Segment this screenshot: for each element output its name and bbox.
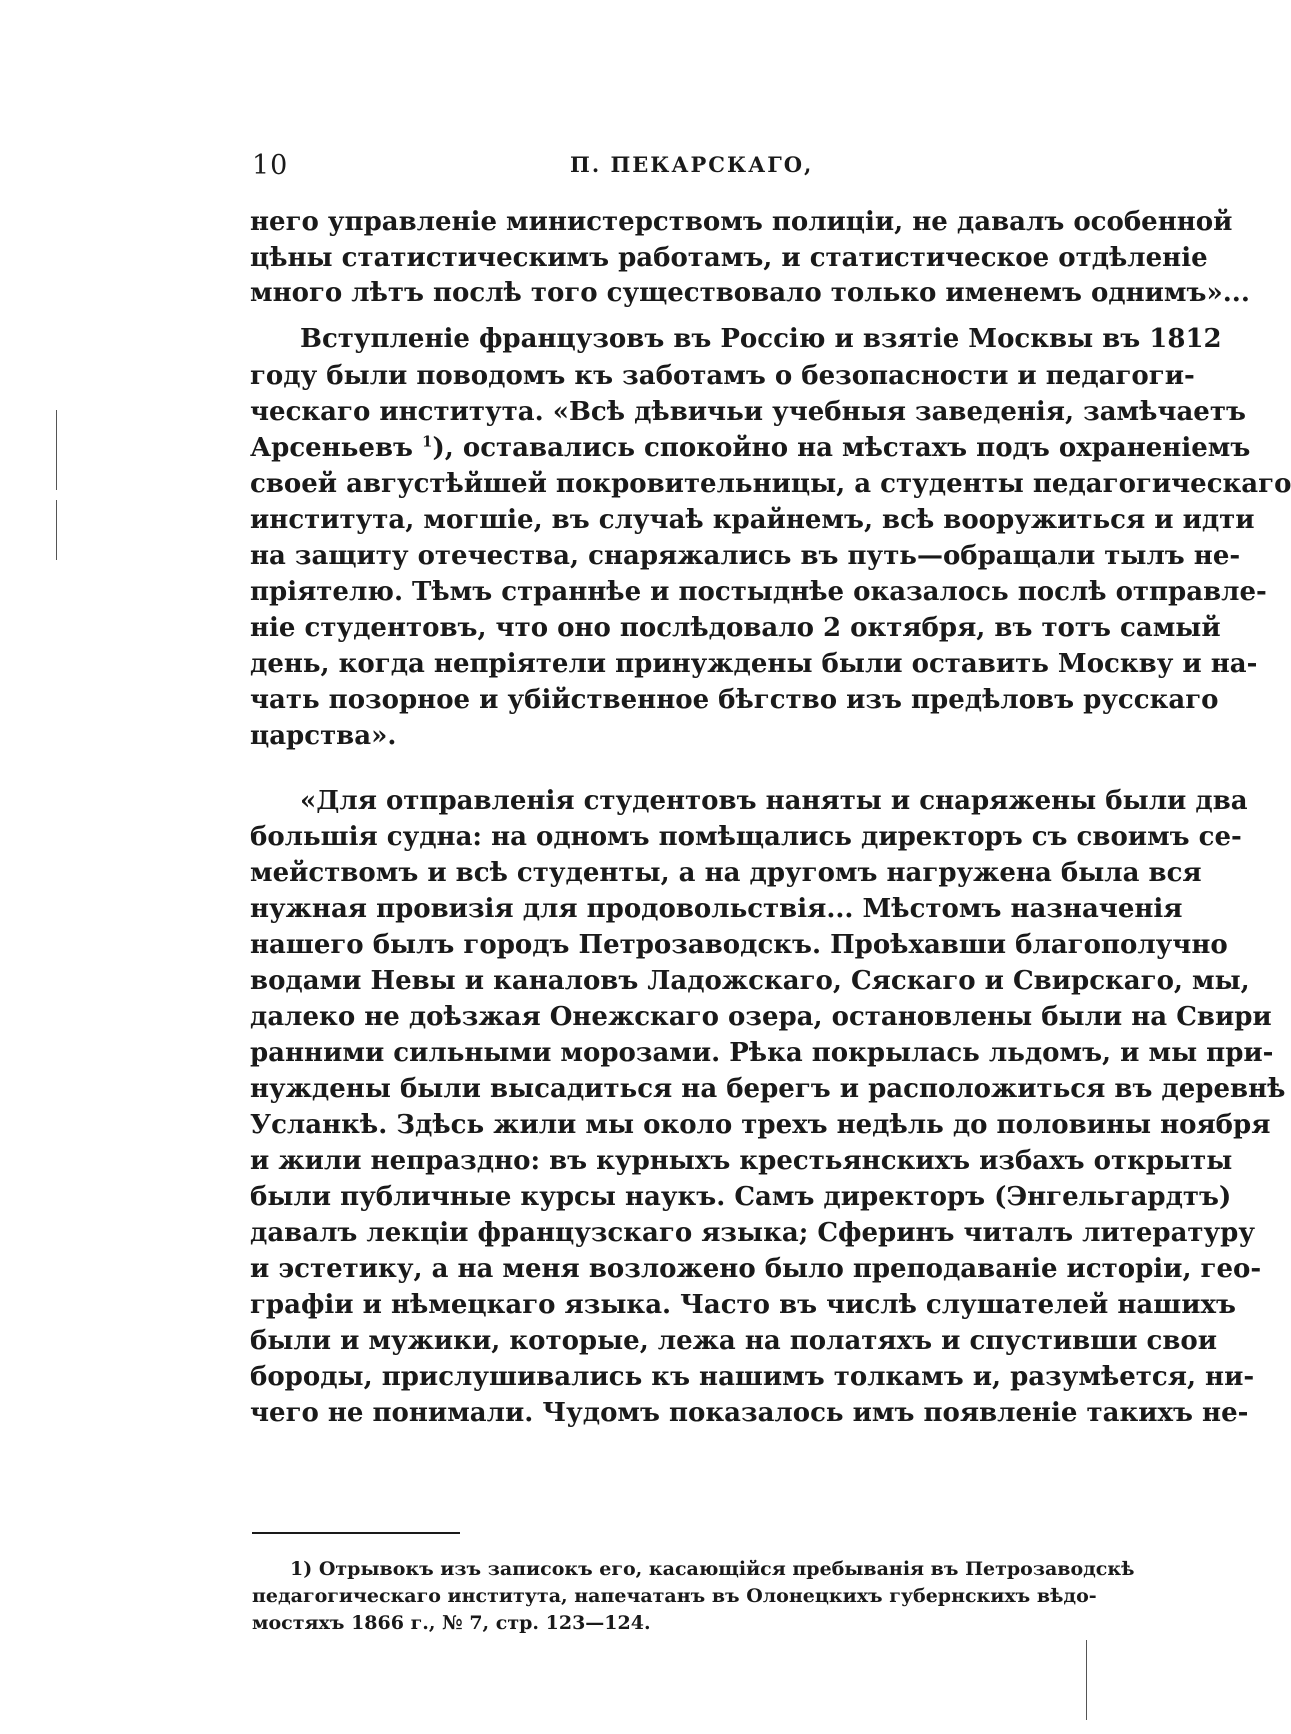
text-line: водами Невы и каналовъ Ладожскаго, Сяскаго и Свирскаго, мы, bbox=[250, 966, 1250, 996]
footnote-line: педагогическаго института, напечатанъ въ Олонецкихъ губернскихъ вѣдо- bbox=[252, 1585, 1097, 1607]
page-header bbox=[252, 150, 1052, 190]
text-line: бороды, прислушивались къ нашимъ толкамъ и, разумѣется, ни- bbox=[250, 1362, 1255, 1392]
text-line: много лѣтъ послѣ того существовало только именемъ однимъ»... bbox=[250, 278, 1250, 308]
text-line: были и мужики, которые, лежа на полатяхъ и спустивши свои bbox=[250, 1326, 1218, 1356]
text-line: году были поводомъ къ заботамъ о безопасности и педагоги- bbox=[250, 361, 1195, 391]
scan-margin-mark bbox=[56, 410, 57, 490]
text-fragment: Арсеньевъ bbox=[250, 433, 413, 463]
footnote-marker: 1) bbox=[290, 1558, 313, 1580]
text-line: день, когда непріятели принуждены были оставить Москву и на- bbox=[250, 649, 1258, 679]
scan-margin-mark bbox=[1086, 1640, 1087, 1720]
text-line: чего не понимали. Чудомъ показалось имъ появленіе такихъ не- bbox=[250, 1398, 1249, 1428]
text-line: нашего былъ городъ Петрозаводскъ. Проѣхавши благополучно bbox=[250, 930, 1228, 960]
text-line: Усланкѣ. Здѣсь жили мы около трехъ недѣль до половины ноября bbox=[250, 1110, 1271, 1140]
text-line: Вступленіе французовъ въ Россію и взятіе Москвы въ 1812 bbox=[300, 324, 1222, 354]
text-line: давалъ лекціи французскаго языка; Сферинъ читалъ литературу bbox=[250, 1218, 1255, 1248]
text-line: графіи и нѣмецкаго языка. Часто въ числѣ слушателей нашихъ bbox=[250, 1290, 1236, 1320]
text-line: «Для отправленія студентовъ наняты и снаряжены были два bbox=[300, 786, 1248, 816]
footnote-line bbox=[290, 1556, 1135, 1582]
text-line: своей августѣйшей покровительницы, а студенты педагогическаго bbox=[250, 469, 1291, 499]
footnote-line: мостяхъ 1866 г., № 7, стр. 123—124. bbox=[252, 1612, 651, 1634]
text-line: царства». bbox=[250, 721, 397, 751]
text-line: нуждены были высадиться на берегъ и расположиться въ деревнѣ bbox=[250, 1074, 1286, 1104]
text-line: цѣны статистическимъ работамъ, и статистическое отдѣленіе bbox=[250, 243, 1208, 273]
text-line: большія судна: на одномъ помѣщались директоръ съ своимъ се- bbox=[250, 822, 1242, 852]
running-head: П. ПЕКАРСКАГО, bbox=[570, 152, 814, 177]
page-number: 10 bbox=[252, 150, 289, 181]
text-line-with-footnote-ref bbox=[250, 430, 1251, 466]
text-line: и эстетику, а на меня возложено было преподаваніе исторіи, гео- bbox=[250, 1254, 1262, 1284]
text-fragment: ), оставались спокойно на мѣстахъ подъ охраненіемъ bbox=[432, 433, 1251, 463]
text-line: института, могшіе, въ случаѣ крайнемъ, всѣ вооружиться и идти bbox=[250, 505, 1255, 535]
text-line: ческаго института. «Всѣ дѣвичьи учебныя заведенія, замѣчаетъ bbox=[250, 397, 1246, 427]
text-line: ніе студентовъ, что оно послѣдовало 2 октября, въ тотъ самый bbox=[250, 613, 1221, 643]
text-line: нужная провизія для продовольствія... Мѣстомъ назначенія bbox=[250, 894, 1183, 924]
text-line: ранними сильными морозами. Рѣка покрылась льдомъ, и мы при- bbox=[250, 1038, 1274, 1068]
text-line: и жили непраздно: въ курныхъ крестьянскихъ избахъ открыты bbox=[250, 1146, 1233, 1176]
text-line: были публичные курсы наукъ. Самъ директоръ (Энгельгардтъ) bbox=[250, 1182, 1232, 1212]
footnote-reference: 1 bbox=[422, 432, 433, 451]
text-line: пріятелю. Тѣмъ страннѣе и постыднѣе оказалось послѣ отправле- bbox=[250, 577, 1267, 607]
footnote-text: Отрывокъ изъ записокъ его, касающійся пребыванія въ Петрозаводскѣ bbox=[318, 1558, 1135, 1580]
text-line: чать позорное и убійственное бѣгство изъ предѣловъ русскаго bbox=[250, 685, 1219, 715]
scan-margin-mark bbox=[56, 500, 57, 560]
text-line: мействомъ и всѣ студенты, а на другомъ нагружена была вся bbox=[250, 858, 1202, 888]
footnote-divider bbox=[252, 1532, 460, 1534]
text-line: него управленіе министерствомъ полиціи, не давалъ особенной bbox=[250, 207, 1233, 237]
text-line: на защиту отечества, снаряжались въ путь—обращали тылъ не- bbox=[250, 541, 1241, 571]
text-line: далеко не доѣзжая Онежскаго озера, остановлены были на Свири bbox=[250, 1002, 1272, 1032]
